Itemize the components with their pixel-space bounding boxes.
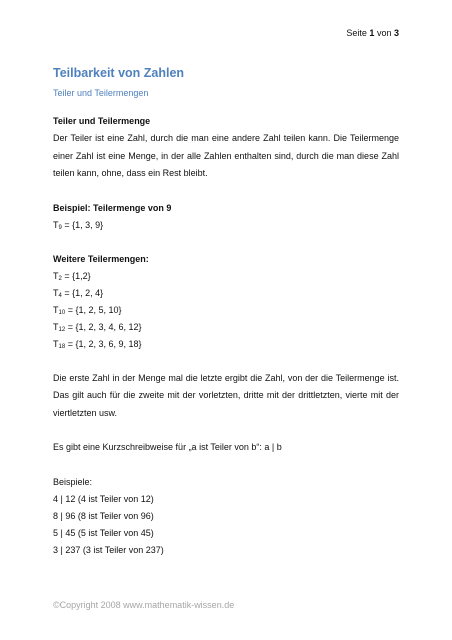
examples-heading: Beispiele:	[53, 476, 93, 487]
more-heading: Weitere Teilermengen:	[53, 253, 149, 264]
set-line: $T_{18} = \{1$, 2, 3, 6, 9, 18}	[53, 338, 142, 350]
explanation-paragraph: Die erste Zahl in der Menge mal die letzte ergibt die Zahl, von der die Teilermenge ist. Das gilt auch für die zweite mit der vorletzten, dritte mit der drittletzten, vierte mit der viertletzten usw.	[53, 372, 399, 418]
set-line: $T_{10} = \{1$, 2, 5, 10}	[53, 304, 122, 316]
page-middle: von	[376, 28, 392, 38]
section-heading-teiler: Teiler und Teilermenge	[53, 116, 151, 126]
main-content	[53, 66, 399, 559]
copyright-footer: ©Copyright 2008 www.mathematik-wissen.de	[53, 600, 235, 610]
section-text-teiler: Der Teiler ist eine Zahl, durch die man eine andere Zahl teilen kann. Die Teilermenge einer Zahl ist eine Menge, in der alle Zahlen enthalten sind, durch die man diese Zahl teilen kann, ohne, dass ein Rest bleibt.	[53, 133, 399, 178]
page-current: 1	[369, 28, 375, 38]
example-line: 8 | 96 (8 ist Teiler von 96)	[53, 510, 154, 521]
page-subtitle: Teiler und Teilermengen	[53, 88, 149, 98]
example-heading: Beispiel: Teilermenge von 9	[53, 202, 172, 213]
page-total: 3	[393, 28, 399, 38]
set-line: $T_{12} = \{1$, 2, 3, 4, 6, 12}	[53, 321, 142, 333]
set-line: $T_2 = \{1,2\}$	[53, 270, 91, 282]
example-line: 3 | 237 (3 ist Teiler von 237)	[53, 544, 164, 555]
page-title: Teilbarkeit von Zahlen	[53, 66, 185, 80]
page-prefix: Seite	[346, 28, 367, 38]
example-line: 4 | 12 (4 ist Teiler von 12)	[53, 493, 154, 504]
set-line: $T_4 = \{1$, 2, 4}	[53, 287, 104, 299]
example-line: 5 | 45 (5 ist Teiler von 45)	[53, 527, 154, 538]
page-number	[346, 28, 399, 38]
example-set-line: $T_9 = \{1$, 3, 9}	[53, 219, 104, 231]
shorthand-paragraph: Es gibt eine Kurzschreibweise für „a ist Teiler von b“: a | b	[53, 442, 282, 452]
